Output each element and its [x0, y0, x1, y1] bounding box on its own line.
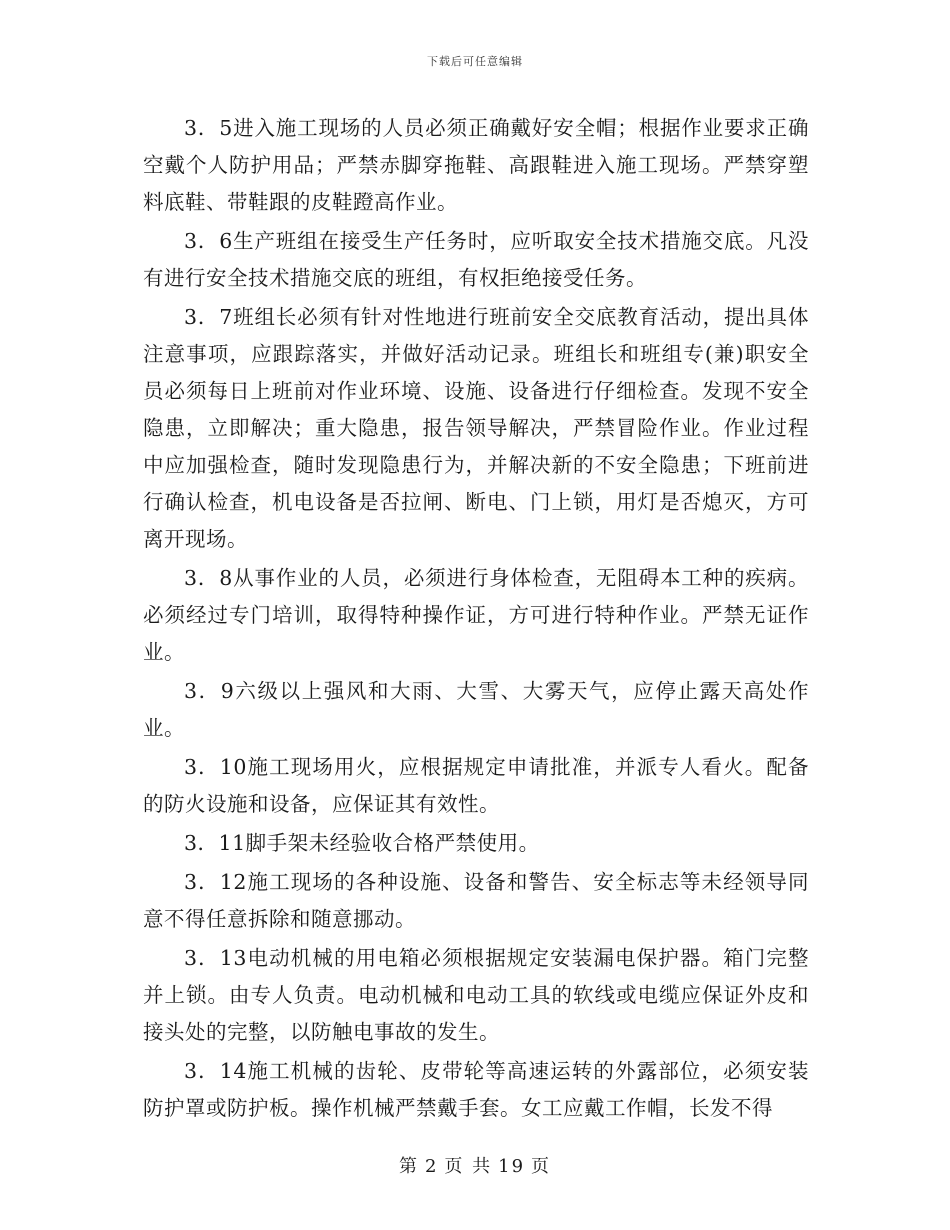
footer-prefix: 第: [398, 1156, 419, 1177]
document-body: [143, 110, 809, 1129]
paragraph-3-5: 3．5进入施工现场的人员必须正确戴好安全帽；根据作业要求正确空戴个人防护用品；严禁赤脚穿拖鞋、高跟鞋进入施工现场。严禁穿塑料底鞋、带鞋跟的皮鞋蹬高作业。: [143, 116, 809, 214]
paragraph-3-7: 3．7班组长必须有针对性地进行班前安全交底教育活动，提出具体注意事项，应跟踪落实，并做好活动记录。班组长和班组专(兼)职安全员必须每日上班前对作业环境、设施、设备进行仔细检查。发现不安全隐患，立即解决；重大隐患，报告领导解决，严禁冒险作业。作业过程中应加强检查，随时发现隐患行为，并解决新的不安全隐患；下班前进行确认检查，机电设备是否拉闸、断电、门上锁，用灯是否熄灭，方可离开现场。: [143, 305, 809, 551]
paragraph-3-8: 3．8从事作业的人员，必须进行身体检查，无阻碍本工种的疾病。必须经过专门培训，取得特种操作证，方可进行特种作业。严禁无证作业。: [143, 566, 809, 664]
footer-suffix: 页: [531, 1156, 552, 1177]
paragraph-3-14: 3．14施工机械的齿轮、皮带轮等高速运转的外露部位，必须安装防护罩或防护板。操作机械严禁戴手套。女工应戴工作帽，长发不得: [143, 1059, 809, 1120]
footer-middle: 页 共: [444, 1156, 493, 1177]
page-header-note: 下载后可任意编辑: [427, 55, 523, 68]
footer-current-page: 2: [424, 1156, 439, 1177]
page-number-footer: [0, 1152, 950, 1178]
paragraph-3-9: 3．9六级以上强风和大雨、大雪、大雾天气，应停止露天高处作业。: [143, 679, 809, 740]
paragraph-3-12: 3．12施工现场的各种设施、设备和警告、安全标志等未经领导同意不得任意拆除和随意挪动。: [143, 870, 809, 931]
footer-total-pages: 19: [498, 1156, 526, 1177]
paragraph-3-11: 3．11脚手架未经验收合格严禁使用。: [184, 831, 540, 855]
paragraph-3-10: 3．10施工现场用火，应根据规定申请批准，并派专人看火。配备的防火设施和设备，应保证其有效性。: [143, 755, 809, 816]
paragraph-3-6: 3．6生产班组在接受生产任务时，应听取安全技术措施交底。凡没有进行安全技术措施交底的班组，有权拒绝接受任务。: [143, 229, 809, 290]
paragraph-3-13: 3．13电动机械的用电箱必须根据规定安装漏电保护器。箱门完整并上锁。由专人负责。电动机械和电动工具的软线或电缆应保证外皮和接头处的完整，以防触电事故的发生。: [143, 946, 809, 1044]
